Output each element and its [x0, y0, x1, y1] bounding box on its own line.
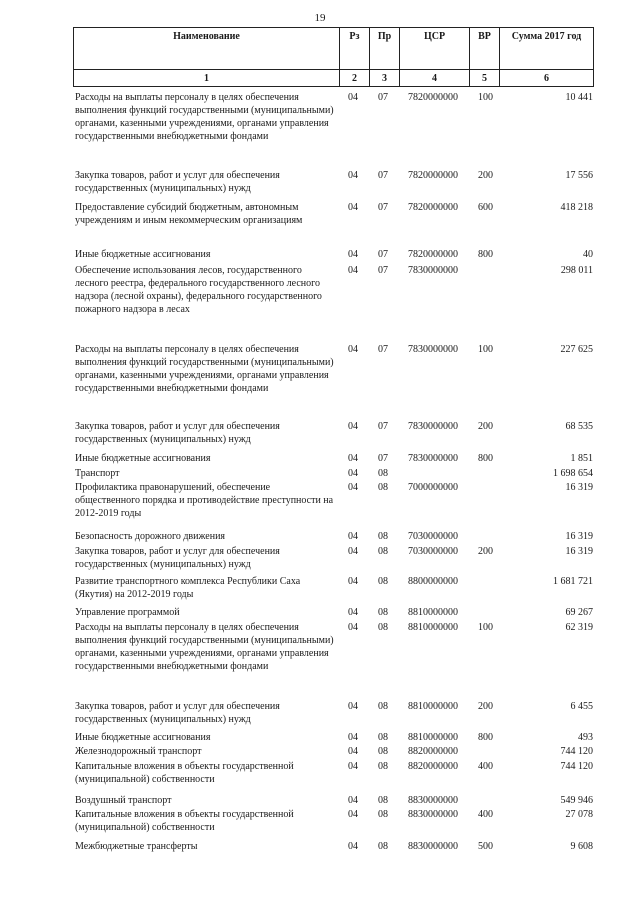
row-sum: 1 681 721: [553, 576, 593, 587]
row-sum: 40: [583, 249, 593, 260]
row-sum: 227 625: [560, 344, 593, 355]
row-csr: 7030000000: [408, 546, 458, 557]
row-pr: 08: [378, 546, 388, 557]
row-sum: 1 851: [570, 453, 593, 464]
row-vr: 800: [478, 732, 493, 743]
row-rz: 04: [348, 576, 358, 587]
row-pr: 08: [378, 607, 388, 618]
row-sum: 744 120: [560, 761, 593, 772]
row-pr: 08: [378, 701, 388, 712]
row-csr: 8830000000: [408, 841, 458, 852]
row-name: Транспорт: [75, 468, 120, 479]
row-vr: 200: [478, 701, 493, 712]
row-name: Закупка товаров, работ и услуг для обеспечения государственных (муниципальных) нужд: [75, 421, 280, 445]
row-pr: 08: [378, 622, 388, 633]
row-pr: 08: [378, 795, 388, 806]
row-sum: 16 319: [565, 546, 593, 557]
row-name: Расходы на выплаты персоналу в целях обеспечения выполнения функций государственными (муниципальными) органами, казенными учреждениями, органами управления государственными внебюджетными фондами: [75, 344, 334, 394]
row-name: Расходы на выплаты персоналу в целях обеспечения выполнения функций государственными (муниципальными) органами, казенными учреждениями, органами управления государственными внебюджетными фондами: [75, 92, 334, 142]
row-vr: 800: [478, 249, 493, 260]
row-rz: 04: [348, 453, 358, 464]
row-vr: 500: [478, 841, 493, 852]
row-name: Управление программой: [75, 607, 180, 618]
row-sum: 493: [578, 732, 593, 743]
row-vr: 200: [478, 421, 493, 432]
row-vr: 600: [478, 202, 493, 213]
row-rz: 04: [348, 249, 358, 260]
row-vr: 800: [478, 453, 493, 464]
page-number: 19: [314, 12, 326, 24]
row-csr: 7830000000: [408, 421, 458, 432]
header-num-sum: 6: [500, 70, 594, 87]
header-csr: ЦСР: [400, 28, 470, 70]
row-vr: 100: [478, 344, 493, 355]
row-pr: 08: [378, 841, 388, 852]
row-pr: 07: [378, 92, 388, 103]
row-sum: 27 078: [565, 809, 593, 820]
row-name: Закупка товаров, работ и услуг для обеспечения государственных (муниципальных) нужд: [75, 170, 280, 194]
row-name: Иные бюджетные ассигнования: [75, 732, 211, 743]
row-name: Воздушный транспорт: [75, 795, 172, 806]
row-name: Закупка товаров, работ и услуг для обеспечения государственных (муниципальных) нужд: [75, 701, 280, 725]
row-csr: 8810000000: [408, 732, 458, 743]
row-rz: 04: [348, 202, 358, 213]
row-sum: 10 441: [565, 92, 593, 103]
row-name: Межбюджетные трансферты: [75, 841, 198, 852]
table-header: [73, 27, 594, 87]
header-sum: Сумма 2017 год: [500, 28, 594, 70]
row-name: Расходы на выплаты персоналу в целях обеспечения выполнения функций государственными (муниципальными) органами, казенными учреждениями, органами управления государственными внебюджетными фондами: [75, 622, 334, 672]
row-rz: 04: [348, 701, 358, 712]
row-vr: 200: [478, 546, 493, 557]
row-pr: 08: [378, 746, 388, 757]
row-vr: 400: [478, 761, 493, 772]
row-pr: 07: [378, 170, 388, 181]
row-pr: 07: [378, 265, 388, 276]
row-rz: 04: [348, 265, 358, 276]
row-rz: 04: [348, 795, 358, 806]
row-sum: 68 535: [565, 421, 593, 432]
row-sum: 16 319: [565, 482, 593, 493]
row-name: Железнодорожный транспорт: [75, 746, 202, 757]
row-sum: 16 319: [565, 531, 593, 542]
row-sum: 17 556: [565, 170, 593, 181]
row-rz: 04: [348, 468, 358, 479]
row-rz: 04: [348, 732, 358, 743]
row-rz: 04: [348, 746, 358, 757]
row-rz: 04: [348, 531, 358, 542]
row-pr: 08: [378, 531, 388, 542]
header-num-vr: 5: [470, 70, 500, 87]
row-sum: 1 698 654: [553, 468, 593, 479]
row-sum: 69 267: [565, 607, 593, 618]
row-sum: 6 455: [570, 701, 593, 712]
row-name: Обеспечение использования лесов, государственного лесного реестра, федерального государственного лесного надзора (лесной охраны), федерального государственного пожарного надзора в лесах: [75, 265, 322, 315]
row-name: Предоставление субсидий бюджетным, автономным учреждениям и иным некоммерческим организациям: [75, 202, 303, 226]
row-pr: 07: [378, 344, 388, 355]
row-sum: 744 120: [560, 746, 593, 757]
row-sum: 62 319: [565, 622, 593, 633]
row-vr: 100: [478, 622, 493, 633]
row-rz: 04: [348, 809, 358, 820]
row-rz: 04: [348, 607, 358, 618]
row-rz: 04: [348, 170, 358, 181]
row-sum: 9 608: [570, 841, 593, 852]
row-csr: 7820000000: [408, 170, 458, 181]
row-vr: 400: [478, 809, 493, 820]
row-csr: 7830000000: [408, 344, 458, 355]
row-csr: 8820000000: [408, 746, 458, 757]
row-pr: 07: [378, 202, 388, 213]
row-pr: 07: [378, 249, 388, 260]
row-vr: 200: [478, 170, 493, 181]
header-num-name: 1: [74, 70, 340, 87]
row-csr: 7030000000: [408, 531, 458, 542]
row-rz: 04: [348, 622, 358, 633]
row-csr: 8810000000: [408, 701, 458, 712]
row-csr: 7830000000: [408, 453, 458, 464]
row-pr: 08: [378, 809, 388, 820]
row-rz: 04: [348, 421, 358, 432]
row-name: Закупка товаров, работ и услуг для обеспечения государственных (муниципальных) нужд: [75, 546, 280, 570]
header-num-rz: 2: [340, 70, 370, 87]
row-rz: 04: [348, 761, 358, 772]
row-sum: 298 011: [560, 265, 593, 276]
row-csr: 8830000000: [408, 795, 458, 806]
row-name: Иные бюджетные ассигнования: [75, 249, 211, 260]
row-csr: 7820000000: [408, 92, 458, 103]
row-csr: 8830000000: [408, 809, 458, 820]
row-pr: 08: [378, 576, 388, 587]
row-rz: 04: [348, 841, 358, 852]
row-csr: 8810000000: [408, 622, 458, 633]
row-name: Капитальные вложения в объекты государственной (муниципальной) собственности: [75, 809, 294, 833]
row-csr: 8810000000: [408, 607, 458, 618]
row-name: Капитальные вложения в объекты государственной (муниципальной) собственности: [75, 761, 294, 785]
row-rz: 04: [348, 546, 358, 557]
row-csr: 8820000000: [408, 761, 458, 772]
row-rz: 04: [348, 92, 358, 103]
row-pr: 08: [378, 761, 388, 772]
row-pr: 07: [378, 421, 388, 432]
row-name: Иные бюджетные ассигнования: [75, 453, 211, 464]
row-csr: 7820000000: [408, 249, 458, 260]
row-name: Развитие транспортного комплекса Республики Саха (Якутия) на 2012-2019 годы: [75, 576, 301, 600]
row-rz: 04: [348, 482, 358, 493]
row-pr: 07: [378, 453, 388, 464]
row-name: Профилактика правонарушений, обеспечение общественного порядка и противодействие преступности на 2012-2019 годы: [75, 482, 334, 519]
row-pr: 08: [378, 468, 388, 479]
row-csr: 7820000000: [408, 202, 458, 213]
header-name: Наименование: [74, 28, 340, 70]
row-vr: 100: [478, 92, 493, 103]
row-pr: 08: [378, 732, 388, 743]
header-rz: Рз: [340, 28, 370, 70]
row-rz: 04: [348, 344, 358, 355]
row-csr: 8800000000: [408, 576, 458, 587]
row-name: Безопасность дорожного движения: [75, 531, 226, 542]
header-num-csr: 4: [400, 70, 470, 87]
row-sum: 549 946: [560, 795, 593, 806]
header-num-pr: 3: [370, 70, 400, 87]
row-csr: 7000000000: [408, 482, 458, 493]
row-csr: 7830000000: [408, 265, 458, 276]
header-pr: Пр: [370, 28, 400, 70]
header-vr: ВР: [470, 28, 500, 70]
row-sum: 418 218: [560, 202, 593, 213]
row-pr: 08: [378, 482, 388, 493]
